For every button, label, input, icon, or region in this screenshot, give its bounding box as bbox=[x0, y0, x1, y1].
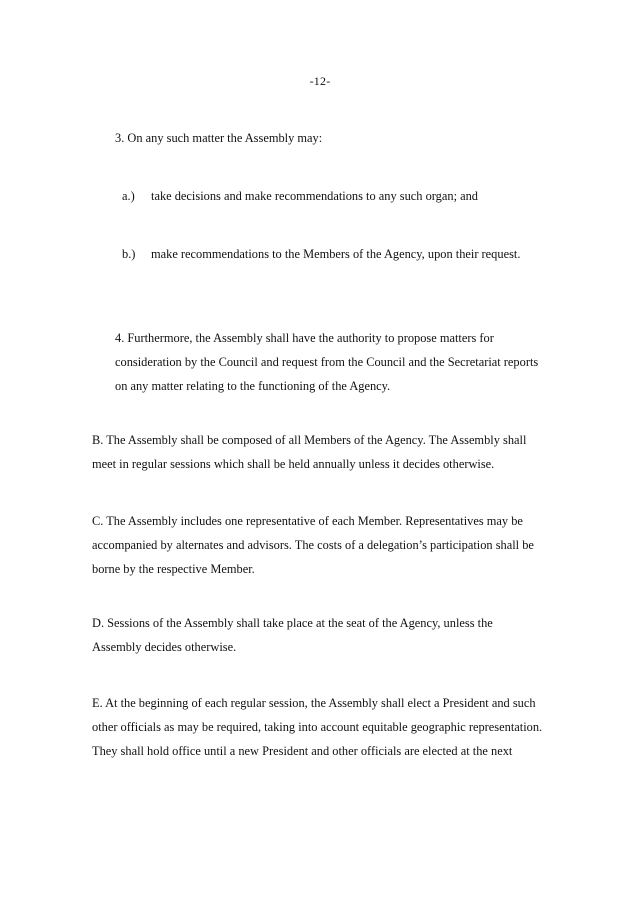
section-d-line-2: Assembly decides otherwise. bbox=[92, 640, 237, 654]
item-3b-label: b.) bbox=[122, 247, 136, 261]
section-e-line-1: E. At the beginning of each regular session, the Assembly shall elect a President and such bbox=[92, 696, 536, 710]
item-4-line-1: 4. Furthermore, the Assembly shall have the authority to propose matters for bbox=[115, 331, 494, 345]
item-3-intro: 3. On any such matter the Assembly may: bbox=[115, 131, 323, 145]
section-c-line-3: borne by the respective Member. bbox=[92, 562, 255, 576]
item-3a-text: take decisions and make recommendations to any such organ; and bbox=[151, 189, 478, 203]
section-c-line-2: accompanied by alternates and advisors. The costs of a delegation’s participation shall be bbox=[92, 538, 534, 552]
item-4-line-2: consideration by the Council and request from the Council and the Secretariat reports bbox=[115, 355, 539, 369]
item-3b-text: make recommendations to the Members of the Agency, upon their request. bbox=[151, 247, 521, 261]
section-b-line-1: B. The Assembly shall be composed of all Members of the Agency. The Assembly shall bbox=[92, 433, 527, 447]
item-3a-label: a.) bbox=[122, 189, 135, 203]
section-c-line-1: C. The Assembly includes one representative of each Member. Representatives may be bbox=[92, 514, 523, 528]
section-e-line-3: They shall hold office until a new President and other officials are elected at the next bbox=[92, 744, 513, 758]
item-4-line-3: on any matter relating to the functioning of the Agency. bbox=[115, 379, 391, 393]
section-d-line-1: D. Sessions of the Assembly shall take place at the seat of the Agency, unless the bbox=[92, 616, 493, 630]
section-e-line-2: other officials as may be required, taking into account equitable geographic representation. bbox=[92, 720, 543, 734]
page-number: -12- bbox=[309, 74, 331, 88]
section-b-line-2: meet in regular sessions which shall be held annually unless it decides otherwise. bbox=[92, 457, 495, 471]
